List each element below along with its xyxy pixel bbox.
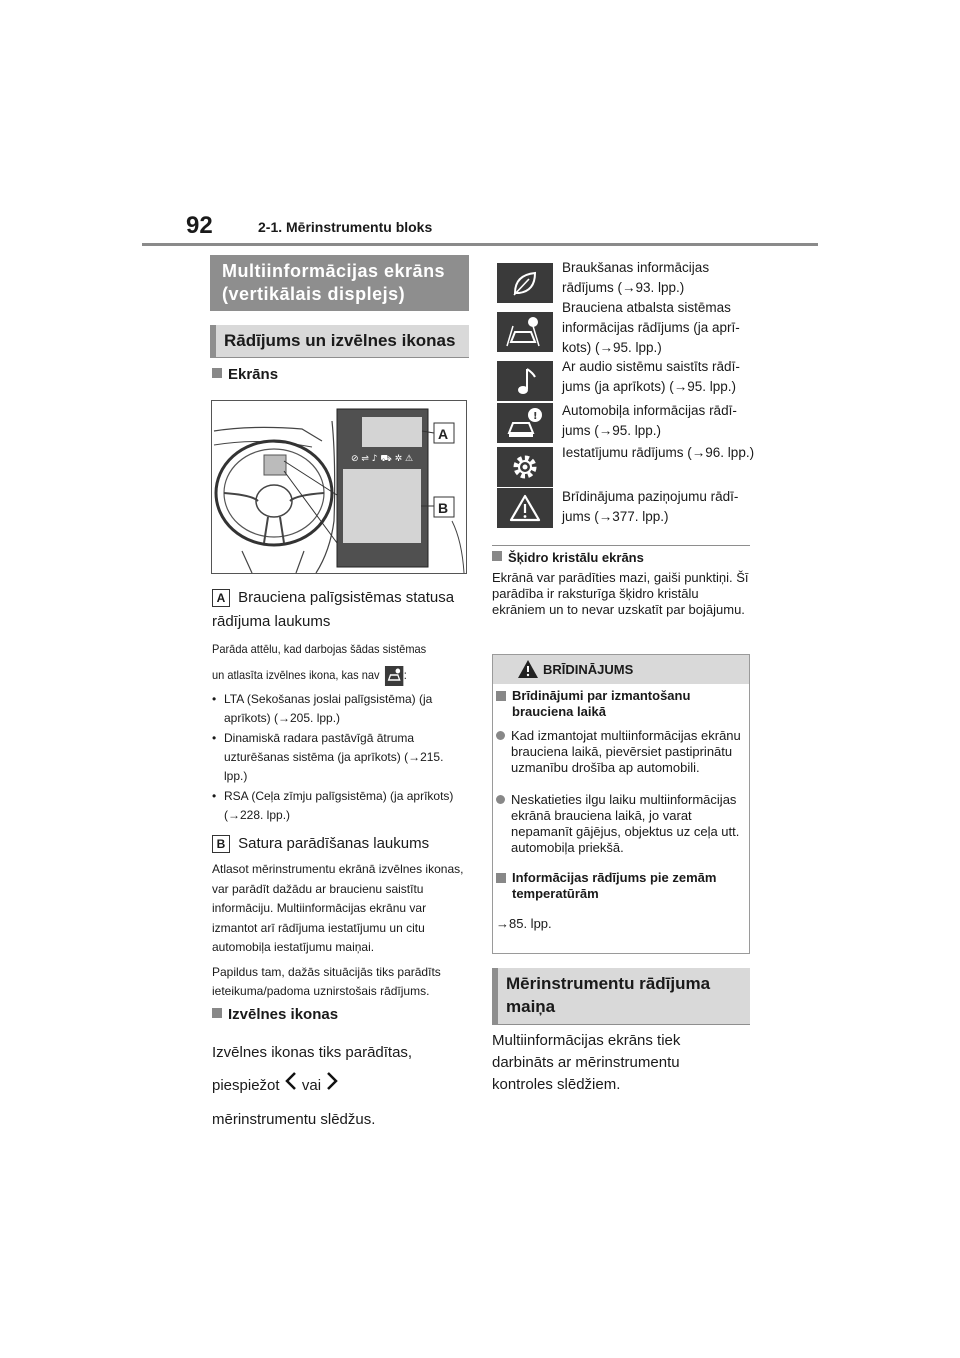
menu-text-1: Izvēlnes ikonas tiks parādītas, (212, 1044, 413, 1061)
section-title: 2-1. Mērinstrumentu bloks (258, 219, 433, 235)
leaf-icon (497, 263, 553, 303)
label-a-desc-2-end: : (403, 668, 407, 682)
label-a-block (212, 586, 468, 825)
icon-desc-audio: Ar audio sistēmu saistīts rādī-jums (ja aprīkots) (→95. lpp.) (562, 359, 740, 394)
vehicle-info-icon (497, 403, 553, 443)
icon-desc-vehicle: Automobiļa informācijas rādī-jums (→95. lpp.) (562, 403, 737, 438)
icon-desc-warning: Brīdinājuma paziņojumu rādī-jums (→377. lpp.) (562, 489, 739, 524)
warning-heading-2: Informācijas rādījums pie zemām temperatūrām (496, 870, 744, 902)
svg-text:!: ! (533, 411, 538, 422)
warning-item-1: Kad izmantojat multiinformācijas ekrānu brauciena laikā, pievērsiet pastiprinātu uzmanību drošība ap automobili. (496, 728, 744, 776)
label-a-desc-1: Parāda attēlu, kad darbojas šādas sistēmas (212, 642, 427, 656)
warning-header (493, 655, 749, 684)
warning-content (496, 688, 744, 932)
warning-item-2: Neskatieties ilgu laiku multiinformācijas ekrānā brauciena laikā, jo varat nepamanīt gājējus, objektus uz ceļa utt. automobiļa priekšā. (496, 792, 744, 856)
chapter-heading: Multiinformācijas ekrāns (vertikālais displejs) (210, 255, 469, 311)
figure-label-a: A (438, 426, 449, 442)
warning-ref: →85. lpp. (496, 916, 552, 931)
icon-desc-settings: Iestatījumu rādījums (→96. lpp.) (562, 445, 755, 460)
meter-heading: Mērinstrumentu rādījuma maiņa (492, 968, 750, 1024)
lcd-text: Ekrānā var parādīties mazi, gaiši punktiņi. Šī parādība ir raksturīga šķidro kristālu ekrāniem un to nevar uzskatīt par bojājumu. (492, 570, 749, 617)
subheading: Rādījums un izvēlnes ikonas (210, 325, 469, 357)
dashboard-figure (211, 400, 467, 574)
list-item: • Dinamiskā radara pastāvīgā ātruma uzturēšanas sistēma (ja aprīkots) (→215. lpp.) (212, 731, 444, 783)
gear-icon (497, 447, 553, 487)
bullet-list (212, 690, 468, 825)
meter-heading-rule (492, 1024, 750, 1025)
label-b-block (212, 833, 468, 1002)
list-item: • RSA (Ceļa zīmju palīgsistēma) (ja aprīkots) (→228. lpp.) (212, 789, 454, 822)
driving-assist-icon (385, 666, 403, 686)
driving-assist-icon (497, 312, 553, 352)
warning-icon (497, 488, 553, 528)
header-rule (142, 243, 818, 246)
subheading-rule (210, 357, 469, 358)
label-b-marker: B (212, 835, 230, 853)
lcd-heading: Šķidro kristālu ekrāns (492, 550, 644, 565)
list-item: • LTA (Sekošanas joslai palīgsistēma) (ja aprīkots) (→205. lpp.) (212, 692, 433, 725)
label-a-desc-2: un atlasīta izvēlnes ikona, kas nav (212, 668, 380, 682)
menu-text (212, 1036, 468, 1136)
music-note-icon (497, 361, 553, 401)
label-b-title: Satura parādīšanas laukums (238, 835, 430, 852)
screen-heading: Ekrāns (212, 366, 278, 383)
figure-label-b: B (438, 500, 449, 516)
label-b-desc: Atlasot mērinstrumentu ekrānā izvēlnes ikonas, var parādīt dažādu ar braucienu saistītu informāciju. Multiinformācijas ekrānu var izmantot arī rādījuma iestatījumu un citu automobiļa iestatījumu maiņai. (212, 862, 464, 954)
warning-triangle-icon (517, 659, 539, 689)
section-divider (492, 545, 750, 546)
label-b-desc-2: Papildus tam, dažās situācijās tiks parādīts ieteikuma/padoma uznirstošais rādījums. (212, 964, 441, 998)
svg-text:⊘ ⇌ ♪ ⛟ ✲ ⚠: ⊘ ⇌ ♪ ⛟ ✲ ⚠ (351, 454, 414, 464)
menu-text-3: mērinstrumentu slēdžus. (212, 1110, 376, 1128)
icon-desc-assist: Brauciena atbalsta sistēmas informācijas rādījums (ja aprī-kots) (→95. lpp.) (562, 300, 740, 355)
label-a-title: Brauciena palīgsistēmas statusa rādījuma laukums (212, 589, 455, 630)
icon-desc-driving-info: Braukšanas informācijas rādījums (→93. lpp.) (562, 260, 710, 295)
chevron-left-icon (284, 1070, 298, 1103)
dashboard-illustration (212, 401, 466, 573)
page-number: 92 (186, 212, 213, 239)
chevron-right-icon (325, 1070, 339, 1103)
warning-heading-1: Brīdinājumi par izmantošanu brauciena laikā (496, 688, 744, 720)
menu-heading: Izvēlnes ikonas (212, 1006, 338, 1023)
warning-title: BRĪDINĀJUMS (543, 662, 634, 677)
menu-text-2: piespiežot vai (212, 1069, 468, 1103)
meter-text: Multiinformācijas ekrāns tiek darbināts ar mērinstrumentu kontroles slēdžiem. (492, 1032, 681, 1093)
label-a-marker: A (212, 589, 230, 607)
label-a-desc-2-line (212, 664, 448, 686)
